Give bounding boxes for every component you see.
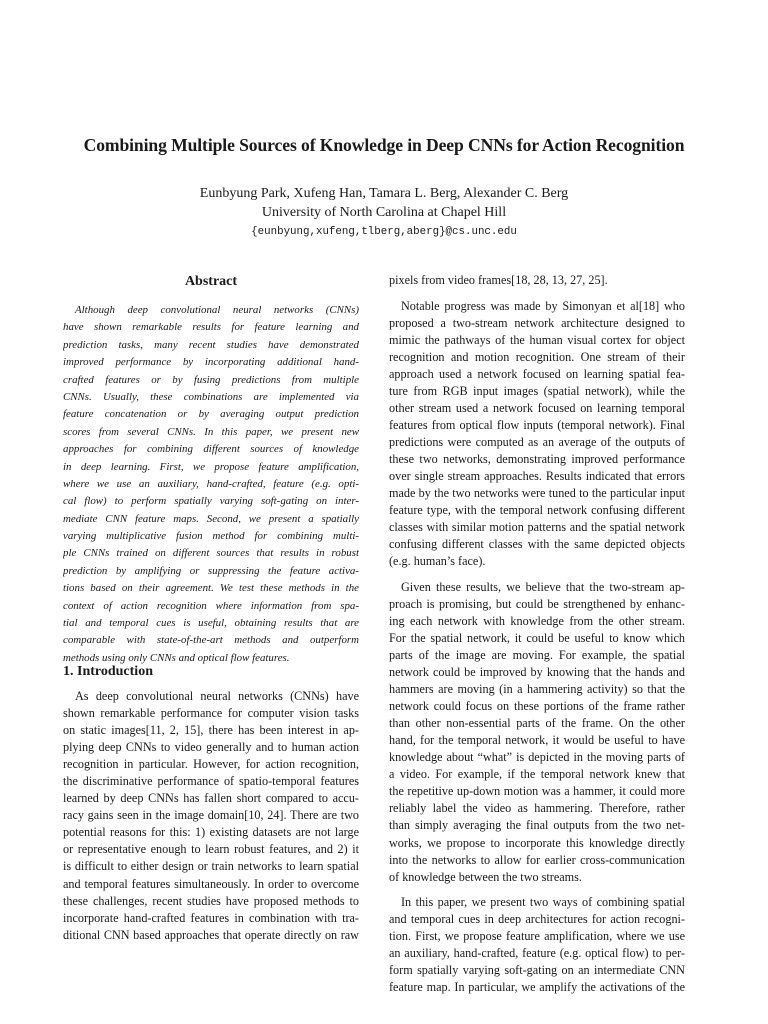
text-line: and temporal cues in deep architectures for action recogni- [389, 912, 685, 927]
text-line: racy gains seen in the image domain[10, 24]. There are two [63, 808, 359, 823]
text-line: tial and temporal cues is useful, obtaining results that are [63, 617, 359, 630]
text-line: network could focus on these portions of the frame rather [389, 699, 685, 714]
text-line: recognition in particular. However, for action recognition, [63, 757, 359, 772]
text-line: Given these results, we believe that the two-stream ap- [401, 579, 685, 594]
text-line: hand, for the temporal network, it would be useful to have [389, 733, 685, 748]
text-line: tions based on their agreement. We test these methods in the [63, 582, 359, 595]
right-column-body [389, 272, 685, 996]
text-line: In this paper, we present two ways of combining spatial [401, 895, 685, 910]
text-line: feature concatenation or by averaging output prediction [63, 408, 359, 421]
abstract-section [63, 272, 359, 667]
text-line: reliably label the video as hammering. Therefore, rather [389, 801, 685, 816]
text-line: is difficult to either design or train networks to learn spatial [63, 859, 359, 874]
text-line: shown remarkable performance for computer vision tasks [63, 706, 359, 721]
text-line: approach used a network focused on learning spatial fea- [389, 366, 685, 381]
text-line: proposed a two-stream network architecture designed to [389, 315, 685, 330]
text-line: prediction by amplifying or suppressing the feature activa- [63, 564, 359, 577]
text-line: proach is promising, but could be strengthened by enhanc- [389, 596, 685, 611]
paragraph-contributions [389, 894, 685, 996]
text-line: other stream used a network focused on learning temporal [389, 400, 685, 415]
text-line: have shown remarkable results for feature learning and [63, 321, 359, 334]
paragraph-simonyan [389, 298, 685, 571]
abstract-body [63, 302, 359, 667]
text-line: the discriminative performance of spatio-temporal features [63, 774, 359, 789]
paragraph-continuation [389, 272, 685, 289]
text-line: recognition and motion recognition. One stream of their [389, 349, 685, 364]
text-line: pixels from video frames[18, 28, 13, 27, 25]. [389, 273, 608, 287]
text-line: a video. For example, if the temporal network knew that [389, 767, 685, 782]
text-line: predictions were computed as an average of the outputs of [389, 434, 685, 449]
text-line: ture from RGB input images (spatial network), while the [389, 383, 685, 398]
text-line: the repetitive up-down motion was a hammer, it could more [389, 784, 685, 799]
text-line: into the networks to allow for earlier cross-communication [389, 852, 685, 867]
text-line: incorporate hand-crafted features in combination with tra- [63, 910, 359, 925]
text-line: mimic the pathways of the human visual cortex for object [389, 332, 685, 347]
text-line: classes with similar motion patterns and the spatial network [389, 520, 685, 535]
text-line: feature map. In particular, we amplify the activations of the [389, 980, 685, 995]
abstract-heading: Abstract [184, 274, 238, 289]
text-line: ing each network with knowledge from the other stream. [389, 613, 685, 628]
text-line: confusing different classes with the same depicted objects [389, 537, 685, 552]
text-line: As deep convolutional neural networks (CNNs) have [75, 689, 359, 703]
text-line: ple CNNs trained on different sources that results in robust [63, 547, 359, 560]
affiliation: University of North Carolina at Chapel Hill [261, 205, 507, 220]
text-line: crafted features or by fusing predictions from multiple [63, 373, 359, 386]
text-line: varying multiplicative fusion method for combining multi- [63, 530, 359, 543]
text-line: than simply averaging the final outputs from the two net- [389, 818, 685, 833]
text-line: cal flow) to perform spatially varying soft-gating on inter- [63, 495, 359, 508]
text-line: feature type, with the temporal network confusing different [389, 503, 685, 518]
author-names: Eunbyung Park, Xufeng Han, Tamara L. Berg, Alexander C. Berg [199, 186, 569, 201]
text-line: made by the two networks were tuned to the particular input [389, 486, 685, 501]
author-block [40, 184, 728, 222]
text-line: these two networks, demonstrating improved performance [389, 451, 685, 466]
text-line: in deep learning. First, we propose feature amplification, [63, 460, 359, 473]
text-line: or representative enough to learn robust features, and 2) it [63, 842, 359, 857]
text-line: and temporal features simultaneously. In order to overcome [63, 876, 359, 891]
text-line: these challenges, recent studies have proposed methods to [63, 893, 359, 908]
section-heading-introduction: 1. Introduction [63, 664, 153, 679]
text-line: Notable progress was made by Simonyan et al[18] who [401, 298, 685, 313]
text-line: Although deep convolutional neural networks (CNNs) [75, 304, 359, 316]
text-line: context of action recognition where information from spa- [63, 599, 359, 612]
text-line: comparable with state-of-the-art methods and outperform [63, 634, 359, 647]
text-line: on static images[11, 2, 15], there has been interest in ap- [63, 723, 359, 738]
introduction-body [63, 688, 359, 944]
text-line: knowledge about “what” is depicted in the moving parts of [389, 750, 685, 765]
text-line: than other non-essential parts of the frame. On the other [389, 716, 685, 731]
paper-title: Combining Multiple Sources of Knowledge in Deep CNNs for Action Recognition [83, 135, 685, 155]
text-line: ditional CNN based approaches that operate directly on raw [63, 927, 359, 942]
author-emails: {eunbyung,xufeng,tlberg,aberg}@cs.unc.edu [251, 226, 517, 238]
text-line: of knowledge between the two streams. [389, 869, 582, 884]
text-line: where we use an auxiliary, hand-crafted, feature (e.g. opti- [63, 477, 359, 490]
text-line: mediate CNN feature maps. Second, we present a spatially [63, 512, 359, 525]
text-line: (e.g. human’s face). [389, 554, 486, 569]
text-line: learned by deep CNNs has fallen short compared to accu- [63, 791, 359, 806]
text-line: parts of the image are moving. For example, the spatial [389, 647, 685, 662]
text-line: features from optical flow inputs (temporal network). Final [389, 417, 685, 432]
text-line: improved performance by incorporating additional hand- [63, 356, 359, 369]
text-line: works, we propose to incorporate this knowledge directly [389, 835, 685, 850]
text-line: network could be improved by knowing that the hands and [389, 665, 685, 680]
text-line: For the spatial network, it could be useful to know which [389, 630, 685, 645]
text-line: tion. First, we propose feature amplification, where we use [389, 929, 685, 944]
text-line: scores from several CNNs. In this paper, we present new [63, 425, 359, 438]
text-line: hammers are moving (in a hammering activity) so that the [389, 682, 685, 697]
text-line: prediction tasks, many recent studies have demonstrated [63, 338, 359, 351]
text-line: an auxiliary, hand-crafted, feature (e.g. optical flow) to per- [389, 946, 685, 961]
text-line: approaches for combining different sources of knowledge [63, 443, 359, 456]
text-line: over single stream approaches. Results indicated that errors [389, 469, 685, 484]
paragraph-two-stream [389, 579, 685, 886]
text-line: methods using only CNNs and optical flow features. [63, 651, 290, 664]
text-line: plying deep CNNs to video generally and to human action [63, 740, 359, 755]
text-line: form spatially varying soft-gating on an intermediate CNN [389, 963, 685, 978]
text-line: CNNs. Usually, these combinations are implemented via [63, 390, 359, 403]
text-line: potential reasons for this: 1) existing datasets are not large [63, 825, 359, 840]
